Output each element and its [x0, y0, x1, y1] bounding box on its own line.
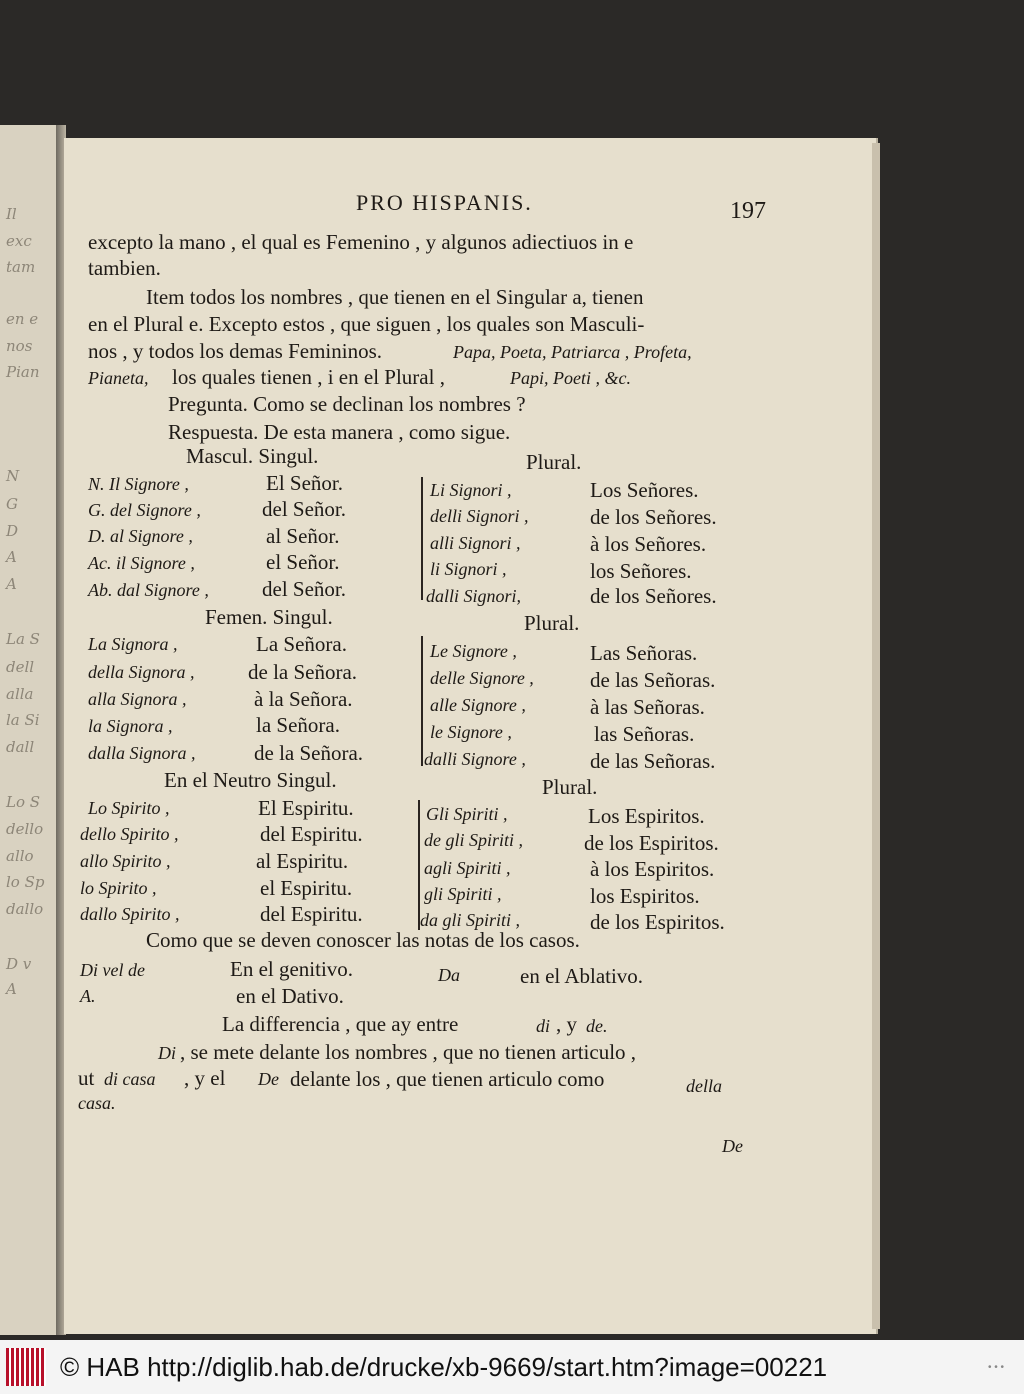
more-dots-icon: • • •: [987, 1362, 1004, 1373]
case-mark: A.: [80, 986, 96, 1006]
decl-spanish-sing: El Señor.: [266, 471, 343, 495]
facing-fragment: exc: [6, 232, 32, 250]
page-number: 197: [730, 198, 766, 224]
facing-fragment: Pian: [6, 363, 40, 381]
page-edge: [872, 143, 880, 1329]
decl-spanish-sing: El Espiritu.: [258, 796, 354, 820]
fem-plural-heading: Plural.: [524, 611, 580, 635]
decl-spanish-plur: de las Señoras.: [590, 668, 716, 692]
decl-italian-plur: alle Signore ,: [430, 695, 526, 715]
facing-fragment: en e: [6, 310, 39, 328]
decl-italian-plur: Gli Spiriti ,: [426, 804, 508, 824]
text-line: los quales tienen , i en el Plural ,: [172, 365, 445, 389]
decl-spanish-sing: al Espiritu.: [256, 849, 349, 873]
decl-spanish-sing: del Señor.: [262, 577, 346, 601]
decl-italian-sing: Ab. dal Signore ,: [88, 580, 209, 600]
decl-italian-plur: Le Signore ,: [430, 641, 517, 661]
decl-spanish-plur: de los Señores.: [590, 584, 717, 608]
facing-fragment: dello: [6, 820, 44, 838]
italic-text: De: [258, 1069, 279, 1089]
italic-text: de.: [586, 1016, 608, 1036]
decl-italian-sing: Lo Spirito ,: [88, 798, 170, 818]
decl-italian-sing: dello Spirito ,: [80, 824, 179, 844]
facing-fragment: alla: [6, 685, 34, 703]
decl-italian-sing: della Signora ,: [88, 662, 195, 682]
facing-fragment: nos: [6, 337, 33, 355]
decl-italian-sing: La Signora ,: [88, 634, 178, 654]
text-line: ut: [78, 1066, 95, 1090]
facing-fragment: allo: [6, 847, 34, 865]
decl-spanish-sing: del Señor.: [262, 497, 346, 521]
text-line: tambien.: [88, 256, 161, 280]
italic-text: di casa: [104, 1069, 156, 1089]
decl-spanish-sing: del Espiritu.: [260, 822, 363, 846]
decl-spanish-plur: los Espiritos.: [590, 884, 700, 908]
text-line: , y el: [184, 1066, 226, 1090]
italic-text: di: [536, 1016, 551, 1036]
italic-text: della: [686, 1076, 722, 1096]
neut-plural-heading: Plural.: [542, 775, 598, 799]
decl-italian-plur: delli Signori ,: [430, 506, 529, 526]
facing-fragment: dall: [6, 738, 35, 756]
decl-italian-sing: Ac. il Signore ,: [88, 553, 195, 573]
case-explanation: En el genitivo.: [230, 957, 354, 981]
decl-spanish-plur: de los Espiritos.: [590, 910, 725, 934]
facing-fragment: G: [6, 495, 18, 513]
difference-heading: La differencia , que ay entre: [222, 1012, 459, 1036]
decl-spanish-sing: de la Señora.: [248, 660, 358, 684]
decl-italian-sing: D. al Signore ,: [88, 526, 193, 546]
text-line: Item todos los nombres , que tienen en el Singular a, tienen: [146, 285, 644, 309]
source-credit-link[interactable]: © HAB http://diglib.hab.de/drucke/xb-9669/start.htm?image=00221: [60, 1352, 828, 1382]
facing-fragment: A: [6, 980, 17, 998]
decl-italian-plur: gli Spiriti ,: [424, 884, 502, 904]
decl-italian-sing: N. Il Signore ,: [88, 474, 189, 494]
decl-italian-plur: agli Spiriti ,: [424, 858, 511, 878]
facing-fragment: tam: [6, 258, 36, 276]
decl-spanish-sing: La Señora.: [256, 632, 347, 656]
running-title: PRO HISPANIS.: [356, 190, 533, 215]
column-rule: [421, 636, 423, 766]
notes-heading: Como que se deven conoscer las notas de los casos.: [146, 928, 580, 952]
text-line: en el Plural e. Excepto estos , que siguen , los quales son Masculi-: [88, 312, 645, 336]
case-mark: Di vel de: [80, 960, 145, 980]
viewer-footer: [0, 1340, 1024, 1394]
case-explanation: en el Ablativo.: [520, 964, 644, 988]
facing-fragment: Il: [6, 205, 17, 223]
question-line: Pregunta. Como se declinan los nombres ?: [168, 392, 526, 416]
answer-line: Respuesta. De esta manera , como sigue.: [168, 420, 511, 444]
text-line: nos , y todos los demas Femininos.: [88, 339, 383, 363]
fem-singular-heading: Femen. Singul.: [205, 605, 333, 629]
text-line: excepto la mano , el qual es Femenino , y algunos adiectiuos in e: [88, 230, 634, 254]
decl-italian-plur: li Signori ,: [430, 559, 507, 579]
case-explanation: en el Dativo.: [236, 984, 344, 1008]
decl-spanish-plur: Los Espiritos.: [588, 804, 705, 828]
decl-italian-sing: alla Signora ,: [88, 689, 187, 709]
facing-fragment: la Si: [6, 711, 40, 729]
facing-fragment: dell: [6, 658, 35, 676]
decl-italian-sing: lo Spirito ,: [80, 878, 157, 898]
italic-text: casa.: [78, 1093, 116, 1113]
decl-italian-sing: G. del Signore ,: [88, 500, 201, 520]
facing-fragment: D v: [6, 955, 32, 973]
text-line: , se mete delante los nombres , que no tienen articulo ,: [180, 1040, 637, 1064]
neut-singular-heading: En el Neutro Singul.: [164, 768, 337, 792]
decl-italian-plur: le Signore ,: [430, 722, 512, 742]
decl-spanish-plur: de los Espiritos.: [584, 831, 719, 855]
text-line: delante los , que tienen articulo como: [290, 1067, 605, 1091]
decl-spanish-plur: Los Señores.: [590, 478, 699, 502]
italic-text: Pianeta,: [88, 368, 149, 388]
text-line: , y: [556, 1012, 577, 1036]
decl-spanish-sing: el Espiritu.: [260, 876, 353, 900]
facing-fragment: N: [6, 467, 20, 485]
decl-italian-plur: delle Signore ,: [430, 668, 534, 688]
decl-italian-plur: alli Signori ,: [430, 533, 521, 553]
italic-text: Papi, Poeti , &c.: [510, 368, 631, 388]
facing-fragment: La S: [6, 630, 40, 648]
italic-text: Papa, Poeta, Patriarca , Profeta,: [453, 342, 692, 362]
italic-text: Di: [158, 1043, 176, 1063]
facing-fragment: A: [6, 575, 17, 593]
facing-fragment: A: [6, 548, 17, 566]
decl-spanish-sing: à la Señora.: [254, 687, 353, 711]
decl-italian-plur: da gli Spiriti ,: [420, 910, 521, 930]
decl-spanish-plur: à las Señoras.: [590, 695, 705, 719]
decl-spanish-sing: de la Señora.: [254, 741, 364, 765]
decl-italian-sing: dallo Spirito ,: [80, 904, 180, 924]
decl-italian-plur: de gli Spiriti ,: [424, 830, 523, 850]
decl-spanish-plur: de las Señoras.: [590, 749, 716, 773]
facing-fragment: dallo: [6, 900, 44, 918]
facing-fragment: lo Sp: [6, 873, 45, 891]
decl-italian-plur: dalli Signori,: [426, 586, 522, 606]
facing-fragment: Lo S: [6, 793, 41, 811]
decl-italian-sing: la Signora ,: [88, 716, 173, 736]
facing-fragment: D: [6, 522, 19, 540]
decl-italian-sing: allo Spirito ,: [80, 851, 171, 871]
decl-spanish-plur: de los Señores.: [590, 505, 717, 529]
decl-spanish-plur: Las Señoras.: [590, 641, 698, 665]
decl-italian-plur: Li Signori ,: [430, 480, 512, 500]
case-mark: Da: [438, 965, 460, 985]
masc-singular-heading: Mascul. Singul.: [186, 444, 319, 468]
decl-spanish-plur: las Señoras.: [594, 722, 695, 746]
column-rule: [421, 477, 423, 600]
decl-spanish-sing: el Señor.: [266, 550, 340, 574]
facing-page: [0, 125, 62, 1335]
decl-spanish-plur: à los Señores.: [590, 532, 707, 556]
decl-spanish-sing: del Espiritu.: [260, 902, 363, 926]
decl-spanish-sing: la Señora.: [256, 713, 340, 737]
decl-spanish-plur: à los Espiritos.: [590, 857, 715, 881]
catchword: De: [722, 1136, 743, 1156]
decl-italian-plur: dalli Signore ,: [424, 749, 526, 769]
decl-italian-sing: dalla Signora ,: [88, 743, 196, 763]
decl-spanish-plur: los Señores.: [590, 559, 692, 583]
hab-logo-icon: [6, 1348, 46, 1386]
masc-plural-heading: Plural.: [526, 450, 582, 474]
decl-spanish-sing: al Señor.: [266, 524, 340, 548]
